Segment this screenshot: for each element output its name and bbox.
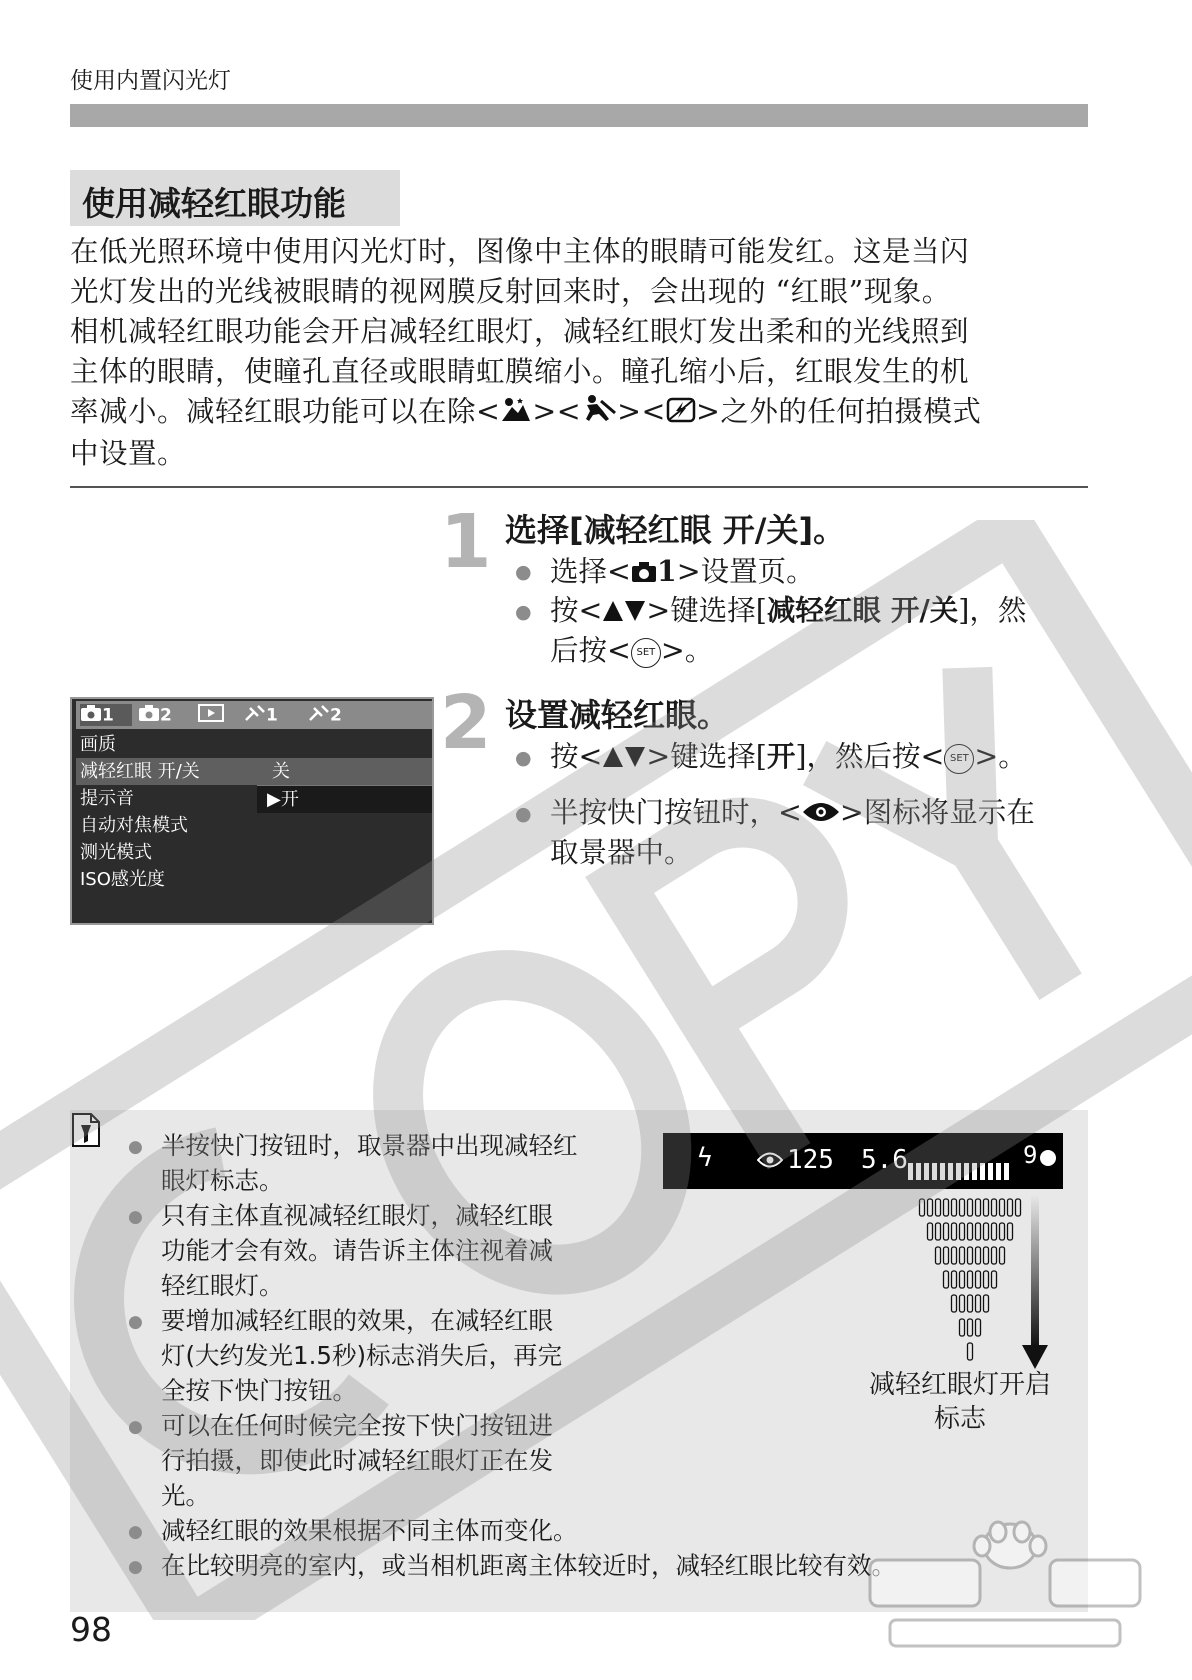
text-fragment: 半按快门按钮时，< — [550, 796, 802, 829]
tab-setup-1 — [244, 704, 300, 726]
countdown-bar — [928, 1199, 933, 1216]
countdown-bar — [976, 1319, 981, 1336]
sports-icon — [581, 393, 617, 434]
step-bullet — [550, 591, 1026, 633]
countdown-bar — [960, 1247, 965, 1264]
intro-line: 在低光照环境中使用闪光灯时，图像中主体的眼睛可能发红。这是当闪 — [70, 235, 970, 268]
countdown-bar — [984, 1223, 989, 1240]
countdown-bar — [992, 1247, 997, 1264]
countdown-bar — [936, 1199, 941, 1216]
countdown-bar — [936, 1223, 941, 1240]
note-text-line: 只有主体直视减轻红眼灯，减轻红眼 — [161, 1201, 553, 1230]
menu-item-quality[interactable]: 画质 — [80, 734, 116, 755]
countdown-bar — [968, 1199, 973, 1216]
step-bullet — [550, 793, 1035, 835]
countdown-bar — [1008, 1199, 1013, 1216]
bullet-dot: ● — [515, 561, 532, 583]
tab-number: 1 — [656, 554, 677, 588]
set-button-icon: SET — [944, 744, 974, 774]
step-number: 2 — [440, 680, 492, 766]
setup-icon — [308, 704, 330, 727]
text-fragment: 后按< — [550, 634, 631, 667]
up-down-keys-icon — [602, 593, 646, 633]
countdown-bar — [992, 1199, 997, 1216]
text-fragment: ]，然 — [958, 594, 1027, 627]
tab-label: 1 — [102, 705, 114, 726]
bullet-dot: ● — [515, 803, 532, 825]
intro-line: 率减小。减轻红眼功能可以在除< >< >< >之外的任何拍摄模式 — [70, 392, 1090, 434]
menu-item-ref: 减轻红眼 开/关 — [766, 594, 959, 627]
countdown-bar — [944, 1199, 949, 1216]
menu-item-metering[interactable]: 测光模式 — [80, 842, 152, 863]
note-text-line: 轻红眼灯。 — [161, 1271, 284, 1300]
note-bullet-dot: ● — [128, 1417, 143, 1437]
note-text-line: 光。 — [161, 1481, 210, 1510]
shots-remaining: 9 — [1023, 1141, 1038, 1169]
playback-icon — [198, 704, 224, 727]
countdown-bar — [968, 1343, 973, 1360]
countdown-bar — [960, 1271, 965, 1288]
countdown-bar — [976, 1247, 981, 1264]
note-bullet-dot: ● — [128, 1522, 143, 1542]
top-rule — [70, 104, 1088, 127]
countdown-bar — [920, 1199, 925, 1216]
countdown-bar — [928, 1223, 933, 1240]
text-fragment: ]，然后按< — [795, 740, 945, 773]
camera-icon — [631, 554, 657, 594]
caption-line: 标志 — [933, 1404, 986, 1434]
note-text-line: 功能才会有效。请告诉主体注视着减 — [161, 1236, 553, 1265]
red-eye-icon — [802, 795, 840, 835]
intro-line: 中设置。 — [70, 437, 187, 470]
countdown-bar — [952, 1223, 957, 1240]
countdown-bar — [992, 1223, 997, 1240]
text-fragment: >键选择[ — [646, 594, 767, 627]
countdown-bar — [960, 1295, 965, 1312]
countdown-bar — [968, 1271, 973, 1288]
step-number: 1 — [440, 499, 492, 585]
countdown-bar — [960, 1199, 965, 1216]
countdown-bar — [976, 1223, 981, 1240]
countdown-bar — [976, 1295, 981, 1312]
bullet-dot: ● — [515, 747, 532, 769]
intro-line: 相机减轻红眼功能会开启减轻红眼灯，减轻红眼灯发出柔和的光线照到 — [70, 315, 970, 348]
countdown-bar — [968, 1295, 973, 1312]
countdown-bar — [952, 1199, 957, 1216]
red-eye-indicator-icon — [757, 1151, 783, 1173]
countdown-bar — [968, 1247, 973, 1264]
tab-label: 1 — [266, 705, 278, 726]
tab-setup-2 — [308, 704, 364, 726]
countdown-bar — [936, 1247, 941, 1264]
step-bullet — [550, 737, 1027, 779]
countdown-bar — [944, 1247, 949, 1264]
running-head: 使用内置闪光灯 — [70, 68, 231, 94]
note-bullet-dot: ● — [128, 1312, 143, 1332]
aperture: 5.6 — [861, 1145, 908, 1175]
flash-indicator: ϟ — [697, 1143, 713, 1173]
note-text-line: 半按快门按钮时，取景器中出现减轻红 — [161, 1131, 578, 1160]
text-fragment: >设置页。 — [676, 555, 815, 588]
text-fragment: 按< — [550, 594, 603, 627]
red-eye-lamp-bars — [907, 1161, 1019, 1181]
countdown-bar — [944, 1271, 949, 1288]
section-divider — [70, 486, 1088, 488]
countdown-bar — [976, 1271, 981, 1288]
tab-shooting-2 — [138, 704, 188, 726]
section-title: 使用减轻红眼功能 — [82, 184, 346, 223]
camera-icon — [80, 704, 102, 727]
tab-shooting-1 — [80, 704, 132, 726]
countdown-bar — [984, 1271, 989, 1288]
intro-line: 光灯发出的光线被眼睛的视网膜反射回来时，会出现的 “红眼”现象。 — [70, 275, 951, 308]
menu-item-value: 关 — [272, 761, 290, 782]
setup-icon — [244, 704, 266, 727]
bullet-dot: ● — [515, 601, 532, 623]
step-bullet-cont: 取景器中。 — [550, 836, 693, 869]
step-bullet — [550, 551, 815, 594]
option-ref: 开 — [766, 740, 796, 773]
note-text-line: 可以在任何时候完全按下快门按钮进 — [161, 1411, 553, 1440]
countdown-bar — [1000, 1199, 1005, 1216]
focus-confirmation-icon — [1040, 1150, 1056, 1166]
intro-line5-suffix: 之外的任何拍摄模式 — [720, 395, 982, 428]
countdown-bar — [1008, 1223, 1013, 1240]
text-fragment: >键选择[ — [646, 740, 767, 773]
text-fragment: >。 — [974, 740, 1027, 773]
step-title: 选择[减轻红眼 开/关]。 — [505, 511, 846, 549]
note-text-line: 眼灯标志。 — [161, 1166, 284, 1195]
countdown-bar — [952, 1247, 957, 1264]
intro-paragraph — [70, 232, 1090, 474]
note-text-line: 在比较明亮的室内，或当相机距离主体较近时，减轻红眼比较有效。 — [161, 1551, 896, 1580]
tab-label: 2 — [330, 705, 342, 726]
countdown-bar — [984, 1199, 989, 1216]
page-number: 98 — [70, 1610, 112, 1649]
menu-item-iso[interactable]: ISO感光度 — [80, 869, 165, 890]
menu-item-beep[interactable]: 提示音 — [80, 788, 134, 809]
note-bullet-dot: ● — [128, 1137, 143, 1157]
note-bullet-dot: ● — [128, 1557, 143, 1577]
up-down-keys-icon — [602, 739, 646, 779]
step-title: 设置减轻红眼。 — [505, 696, 730, 734]
countdown-arrow — [1020, 1195, 1050, 1371]
note-text-line: 要增加减轻红眼的效果，在减轻红眼 — [161, 1306, 553, 1335]
menu-item-af-mode[interactable]: 自动对焦模式 — [80, 815, 188, 836]
note-text-line: 行拍摄，即使此时减轻红眼灯正在发 — [161, 1446, 553, 1475]
text-fragment: 选择< — [550, 555, 631, 588]
flash-off-icon — [666, 394, 696, 434]
text-fragment: >图标将显示在 — [839, 796, 1035, 829]
tab-label: 2 — [160, 705, 172, 726]
caption-line: 减轻红眼灯开启 — [868, 1370, 1051, 1400]
countdown-bar — [984, 1295, 989, 1312]
note-icon — [72, 1113, 100, 1151]
tab-playback — [198, 704, 234, 726]
text-fragment: 按< — [550, 740, 603, 773]
step-bullet-cont — [550, 631, 713, 671]
note-bullet-dot: ● — [128, 1207, 143, 1227]
set-button-icon: SET — [631, 638, 661, 668]
viewfinder-display — [663, 1133, 1063, 1189]
shutter-speed: 125 — [787, 1145, 834, 1175]
menu-item-red-eye[interactable] — [76, 758, 432, 785]
menu-tab-bar — [76, 701, 432, 729]
countdown-bar — [952, 1271, 957, 1288]
night-portrait-icon — [500, 394, 532, 434]
intro-line: 主体的眼睛，使瞳孔直径或眼睛虹膜缩小。瞳孔缩小后，红眼发生的机 — [70, 355, 970, 388]
countdown-bar — [968, 1319, 973, 1336]
countdown-bar — [960, 1223, 965, 1240]
countdown-bar — [984, 1247, 989, 1264]
menu-option-on[interactable]: ▶开 — [257, 785, 432, 813]
camera-icon — [138, 704, 160, 727]
note-text-line: 全按下快门按钮。 — [161, 1376, 357, 1405]
text-fragment: >。 — [660, 634, 714, 667]
countdown-bar — [944, 1223, 949, 1240]
countdown-bar — [1000, 1223, 1005, 1240]
note-text-line: 灯(大约发光1.5秒)标志消失后，再完 — [161, 1341, 563, 1370]
countdown-bar — [968, 1223, 973, 1240]
countdown-bar — [960, 1319, 965, 1336]
countdown-bar — [952, 1295, 957, 1312]
lamp-caption — [820, 1368, 1100, 1436]
countdown-bar — [1000, 1247, 1005, 1264]
intro-line5-prefix: 率减小。减轻红眼功能可以在除 — [70, 395, 477, 428]
countdown-bar — [992, 1271, 997, 1288]
note-text-line: 减轻红眼的效果根据不同主体而变化。 — [161, 1516, 578, 1545]
menu-item-label: 减轻红眼 开/关 — [80, 761, 200, 782]
camera-menu-screen — [70, 697, 434, 925]
countdown-bar — [976, 1199, 981, 1216]
